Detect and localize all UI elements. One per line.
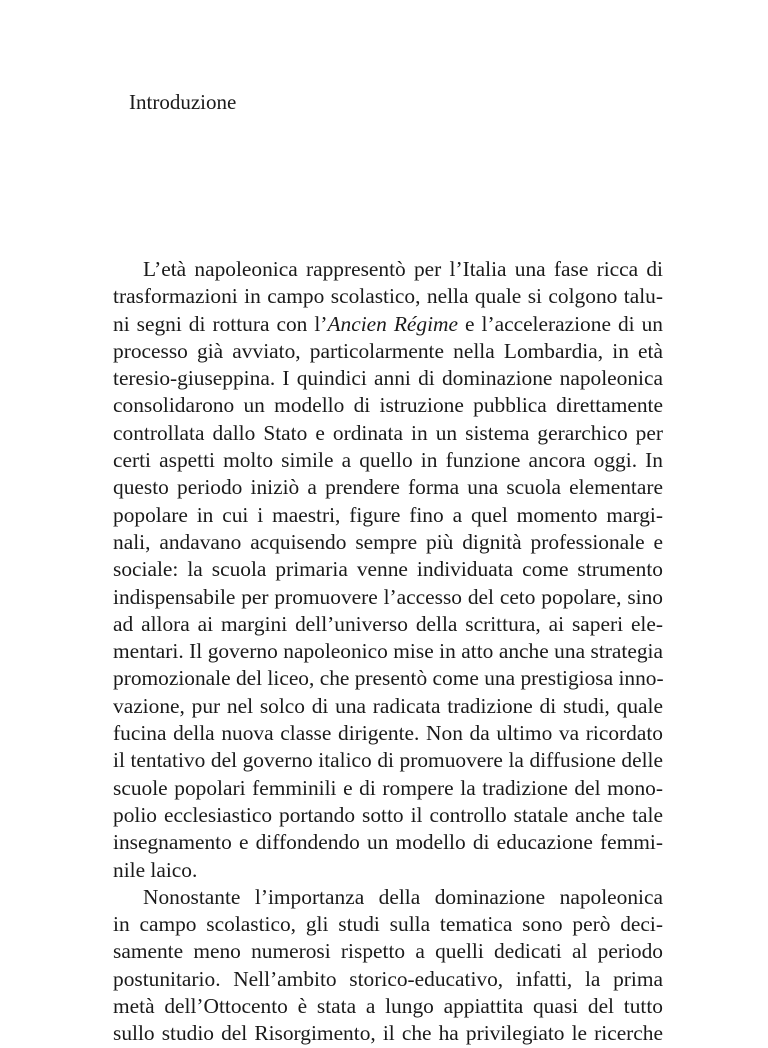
text-line: questo periodo iniziò a prendere forma una scuola elementare: [113, 475, 663, 500]
chapter-body: [113, 256, 663, 1048]
text-line: sullo studio del Risorgimento, il che ha privilegiato le ricerche: [113, 1021, 663, 1046]
italic-term: Ancien Régime: [327, 311, 458, 336]
text-line: insegnamento e diffondendo un modello di educazione femmi-: [113, 830, 663, 855]
text-line: samente meno numerosi rispetto a quelli dedicati al periodo: [113, 939, 663, 964]
text-line: vazione, pur nel solco di una radicata tradizione di studi, quale: [113, 693, 663, 718]
chapter-heading: Introduzione: [129, 90, 237, 114]
text-line: popolare in cui i maestri, figure fino a quel momento margi-: [113, 502, 663, 527]
text-line: in campo scolastico, gli studi sulla tematica sono però deci-: [113, 912, 663, 937]
text-line: il tentativo del governo italico di promuovere la diffusione delle: [113, 748, 663, 773]
text-line: consolidarono un modello di istruzione pubblica direttamente: [113, 393, 663, 418]
text-line: scuole popolari femminili e di rompere la tradizione del mono-: [113, 775, 663, 800]
text-line: nali, andavano acquisendo sempre più dignità professionale e: [113, 529, 663, 554]
text-line: promozionale del liceo, che presentò come una prestigiosa inno-: [113, 666, 664, 691]
text-line: indispensabile per promuovere l’accesso del ceto popolare, sino: [113, 584, 663, 609]
text-line: processo già avviato, particolarmente nella Lombardia, in età: [113, 338, 663, 363]
text-line: trasformazioni in campo scolastico, nella quale si colgono talu-: [113, 284, 663, 309]
text-segment: ni segni di rottura con l’: [113, 311, 328, 336]
text-line: nile laico.: [113, 857, 198, 882]
text-line: sociale: la scuola primaria venne individuata come strumento: [113, 557, 663, 582]
text-line: L’età napoleonica rappresentò per l’Italia una fase ricca di: [143, 257, 663, 281]
text-line: teresio-giuseppina. I quindici anni di dominazione napoleonica: [113, 366, 663, 391]
text-line: [113, 311, 663, 338]
text-segment: e l’accelerazione di un: [458, 311, 663, 336]
text-line: certi aspetti molto simile a quello in funzione ancora oggi. In: [113, 448, 663, 473]
text-line: ad allora ai margini dell’universo della scrittura, ai saperi ele-: [113, 611, 663, 636]
text-line: metà dell’Ottocento è stata a lungo appiattita quasi del tutto: [113, 994, 663, 1019]
text-line: mentari. Il governo napoleonico mise in atto anche una strategia: [113, 639, 663, 664]
text-line: controllata dallo Stato e ordinata in un sistema gerarchico per: [113, 420, 663, 445]
text-line: postunitario. Nell’ambito storico-educativo, infatti, la prima: [113, 966, 663, 991]
text-line: polio ecclesiastico portando sotto il controllo statale anche tale: [113, 802, 663, 827]
text-line: Nonostante l’importanza della dominazione napoleonica: [143, 884, 663, 909]
text-line: fucina della nuova classe dirigente. Non da ultimo va ricordato: [113, 721, 663, 746]
